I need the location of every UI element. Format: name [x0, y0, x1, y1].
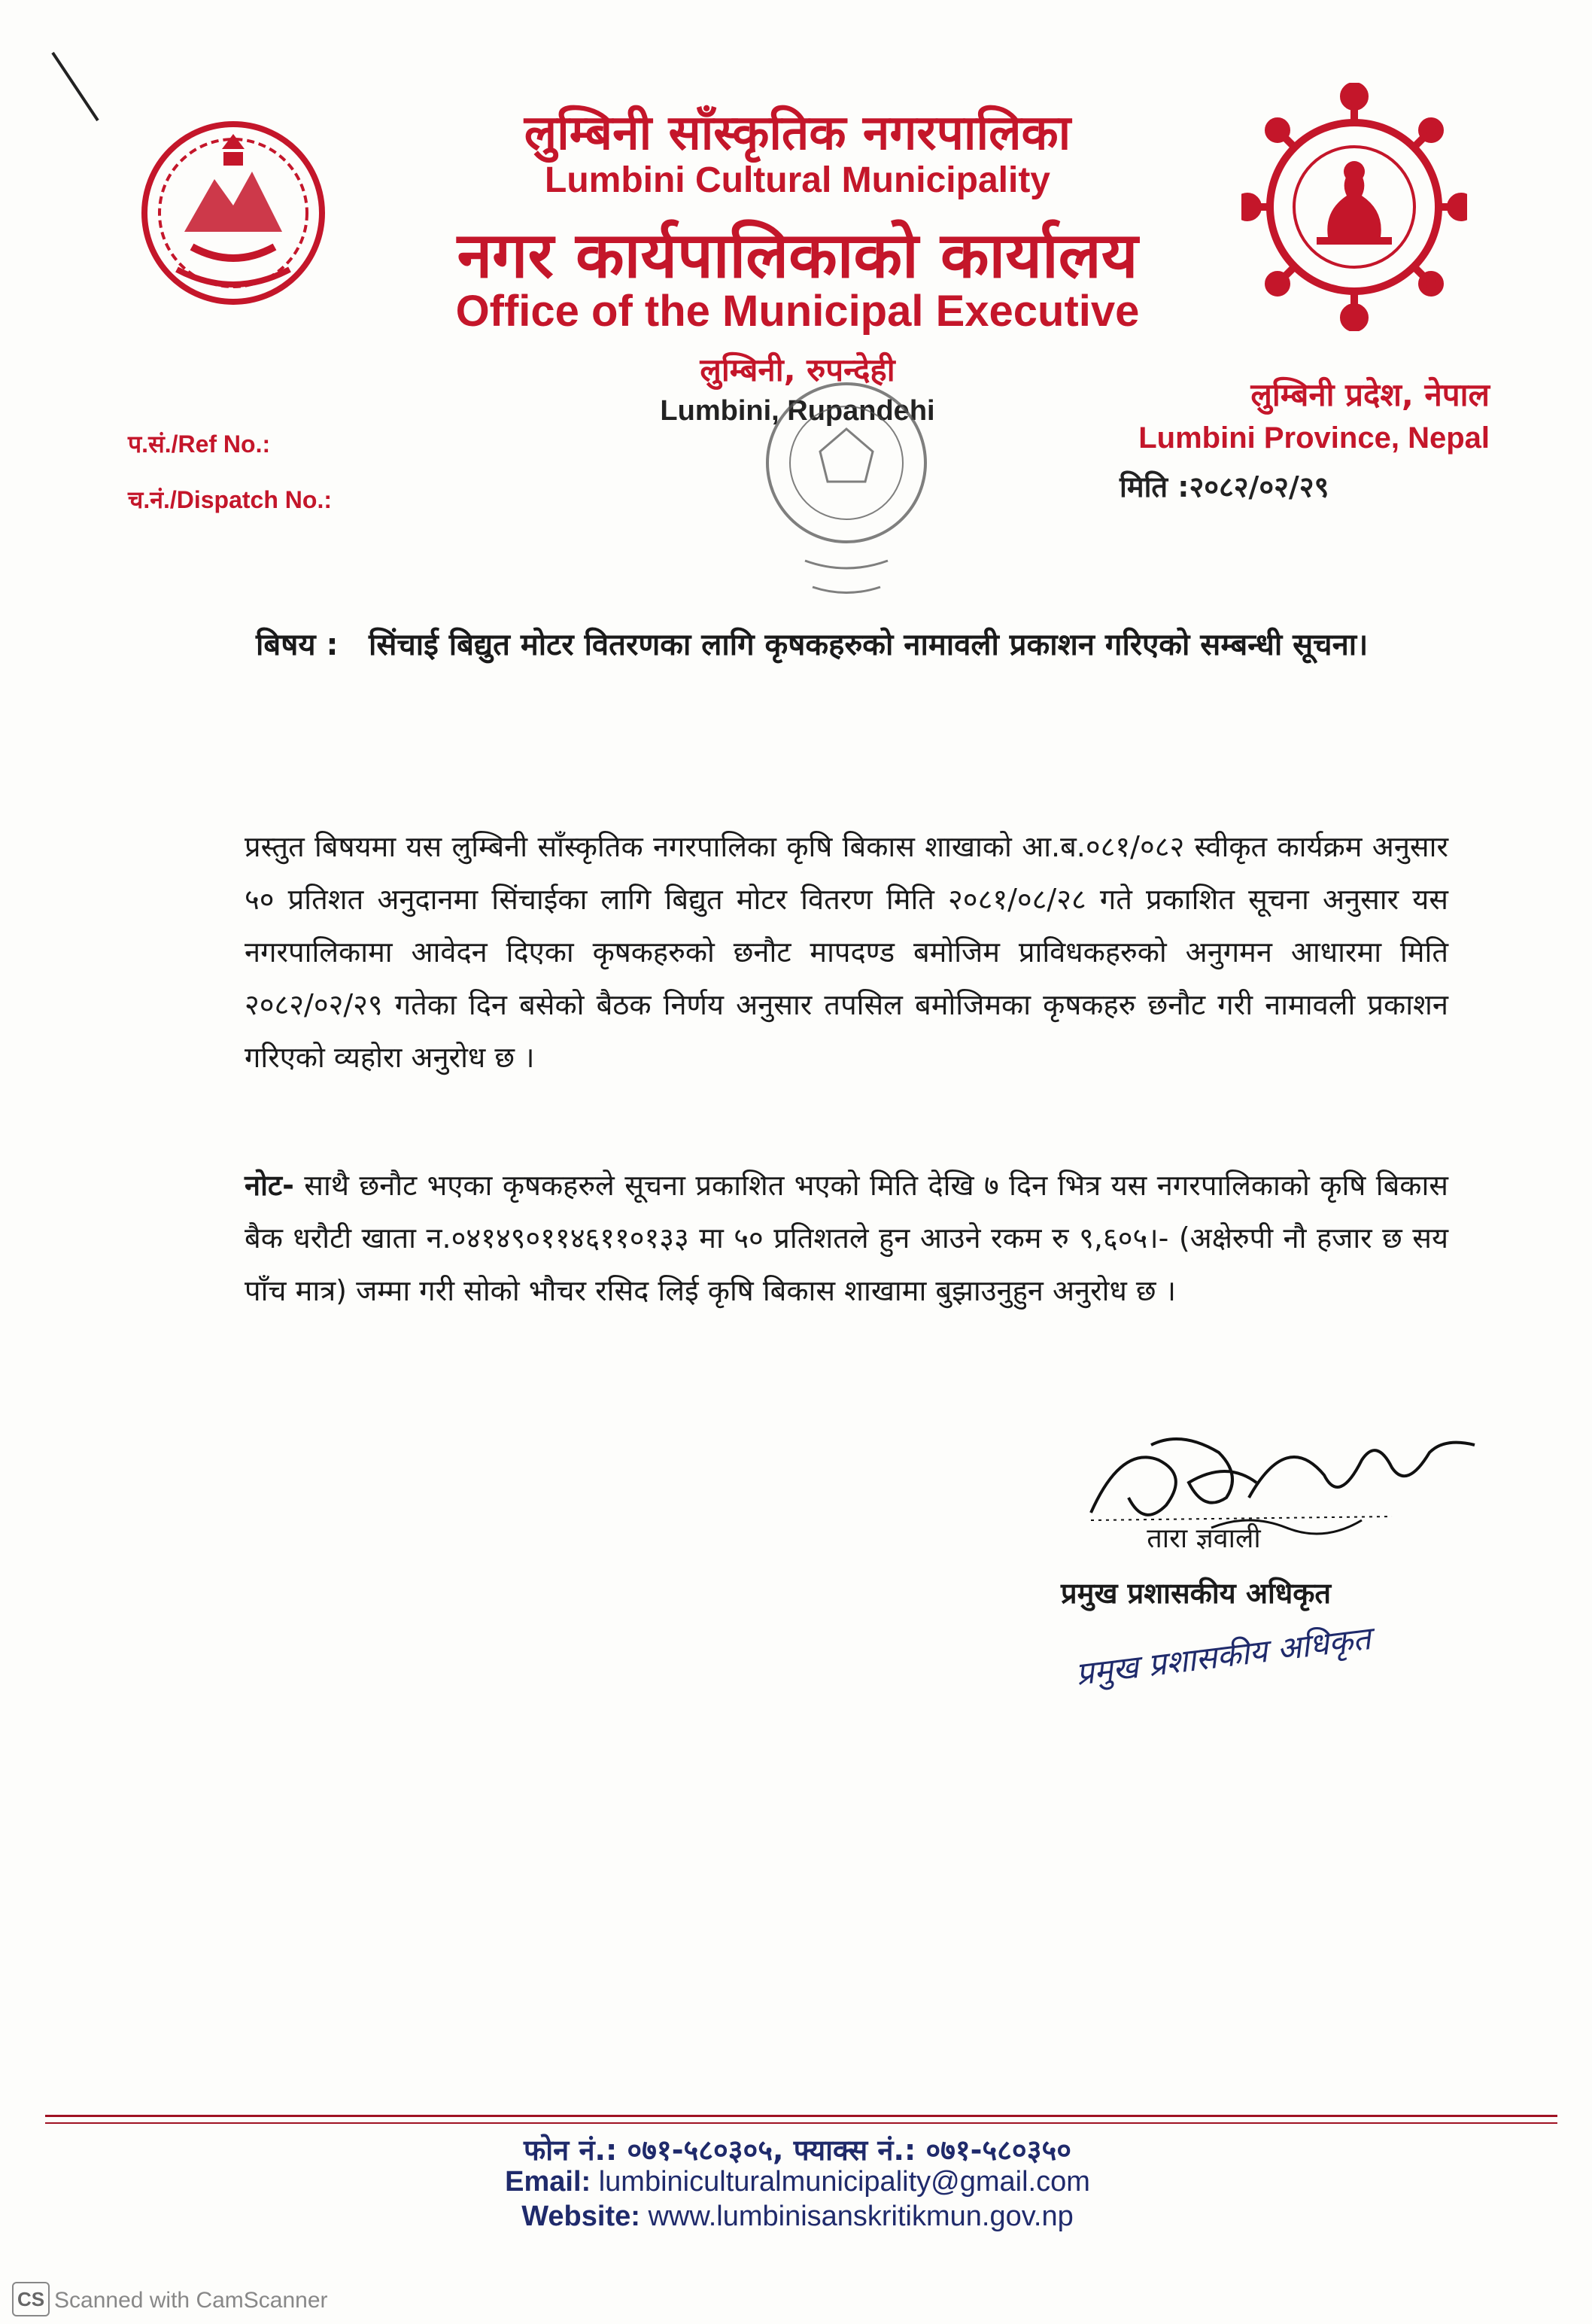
subject-text: सिंचाई बिद्युत मोटर वितरणका लागि कृषकहरुको नामावली प्रकाशन गरिएको सम्बन्धी सूचना।: [369, 628, 1369, 662]
location-english: Lumbini, Rupandehi: [660, 395, 935, 427]
ref-number-label: प.सं./Ref No.:: [128, 430, 271, 458]
footer-website-label: Website:: [521, 2201, 640, 2232]
note-text: साथै छनौट भएका कृषकहरुले सूचना प्रकाशित भएको मिति देखि ७ दिन भित्र यस नगरपालिकाको कृषि बिकास बैक धरौटी खाता न.०४१४९०११४६११०१३३ मा ५० प्रतिशतले हुन आउने रकम रु ९,६०५।- (अक्षेरुपी नौ हजार छ सय पाँच मात्र) जम्मा गरी सोको भौचर रसिद लिई कृषि बिकास शाखामा बुझाउनुहुन अनुरोध छ ।: [245, 1169, 1448, 1307]
signatory-name: तारा ज्ञवाली: [1147, 1523, 1261, 1554]
note-paragraph: [245, 1159, 1448, 1317]
province-nepali: लुम्बिनी प्रदेश, नेपाल: [1250, 376, 1490, 413]
dispatch-number-label: च.नं./Dispatch No.:: [128, 486, 332, 513]
footer-email-label: Email:: [505, 2166, 591, 2198]
province-english: Lumbini Province, Nepal: [1138, 421, 1490, 455]
camscanner-watermark-text: Scanned with CamScanner: [54, 2288, 328, 2313]
signatory-title: प्रमुख प्रशासकीय अधिकृत: [1061, 1577, 1332, 1610]
note-label: नोट-: [245, 1169, 294, 1202]
footer-divider: [45, 2115, 1557, 2117]
body-paragraph: प्रस्तुत बिषयमा यस लुम्बिनी साँस्कृतिक नगरपालिका कृषि बिकास शाखाको आ.ब.०८१/०८२ स्वीकृत कार्यक्रम अनुसार ५० प्रतिशत अनुदानमा सिंचाईका लागि बिद्युत मोटर वितरण मिति २०८१/०८/२८ गते प्रकाशित सूचना अनुसार यस नगरपालिकामा आवेदन दिएका कृषकहरुको छनौट मापदण्ड बमोजिम प्राविधकहरुको अनुगमन आधारमा मिति २०८२/०२/२९ गतेका दिन बसेको बैठक निर्णय अनुसार तपसिल बमोजिमका कृषकहरु छनौट गरी नामावली प्रकाशन गरिएको व्यहोरा अनुरोध छ ।: [245, 830, 1448, 1074]
pen-scratch-mark: [45, 45, 105, 128]
municipality-seal-icon: [1241, 83, 1467, 331]
footer-phone: फोन नं.: ०७१-५८०३०५, फ्याक्स नं.: ०७१-५८०३५०: [524, 2134, 1071, 2167]
footer-website: [346, 2201, 1249, 2233]
footer-website-url: www.lumbinisanskritikmun.gov.np: [648, 2201, 1074, 2232]
signatory-stamp-title: प्रमुख प्रशासकीय अधिकृत: [1074, 1620, 1373, 1693]
office-name-nepali: नगर कार्यपालिकाको कार्यालय: [457, 218, 1138, 292]
footer-email-address: lumbiniculturalmunicipality@gmail.com: [598, 2166, 1090, 2198]
camscanner-logo-icon: CS: [12, 2282, 50, 2316]
nepal-government-emblem-icon: [139, 119, 327, 307]
office-stamp-icon: [722, 376, 971, 602]
office-name-english: Office of the Municipal Executive: [455, 287, 1140, 336]
municipality-name-english: Lumbini Cultural Municipality: [545, 160, 1050, 200]
footer-divider-secondary: [45, 2122, 1557, 2124]
footer-email: [346, 2166, 1249, 2198]
subject-label: बिषय :: [256, 628, 339, 662]
municipality-name-nepali: लुम्बिनी साँस्कृतिक नगरपालिका: [524, 105, 1071, 161]
letter-date: मिति :२०८२/०२/२९: [1120, 470, 1329, 503]
location-nepali: लुम्बिनी, रुपन्देही: [700, 351, 895, 388]
